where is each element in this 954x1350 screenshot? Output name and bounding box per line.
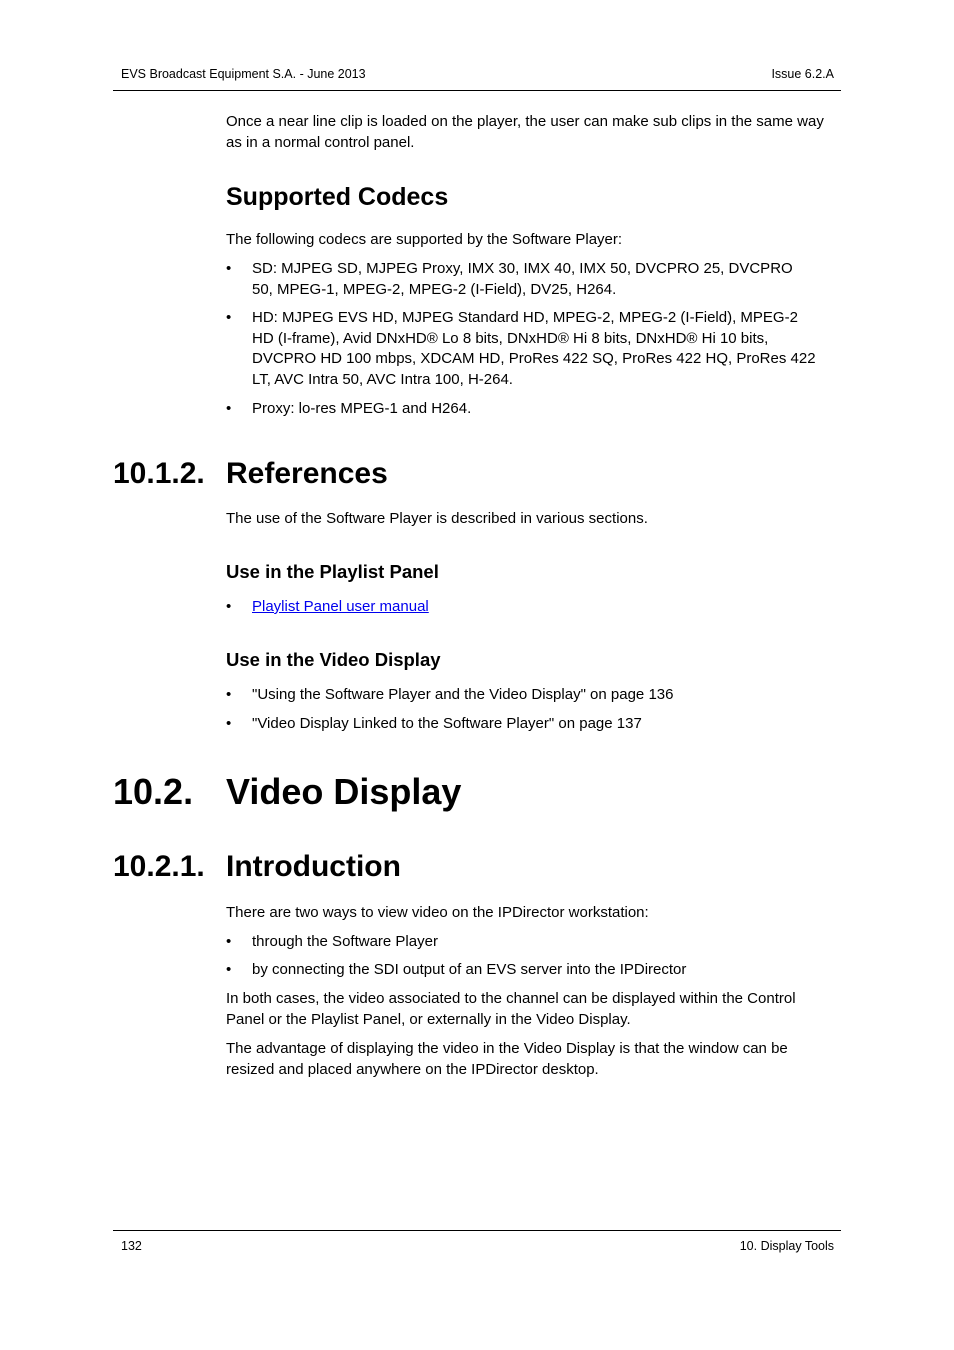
- references-lead: The use of the Software Player is described in various sections.: [226, 510, 648, 527]
- section-number-video-display: 10.2.: [113, 771, 194, 812]
- bullet-glyph: •: [226, 961, 232, 978]
- playlist-panel-manual-link[interactable]: Playlist Panel user manual: [252, 598, 429, 615]
- section-number-references: 10.1.2.: [113, 457, 205, 490]
- bullet-glyph: •: [226, 598, 232, 615]
- heading-video-display: Video Display: [226, 771, 462, 812]
- footer-chapter: 10. Display Tools: [739, 1239, 834, 1253]
- page-footer: [113, 1230, 841, 1253]
- intro-paragraph: Once a near line clip is loaded on the player, the user can make sub clips in the same way as in a normal control panel.: [226, 113, 824, 151]
- codecs-lead: The following codecs are supported by the Software Player:: [226, 231, 623, 248]
- bullet-glyph: •: [226, 933, 232, 950]
- heading-introduction: Introduction: [226, 850, 401, 883]
- bullet-glyph: •: [226, 715, 232, 732]
- header-publisher: EVS Broadcast Equipment S.A. - June 2013: [121, 67, 366, 81]
- introduction-lead: There are two ways to view video on the IPDirector workstation:: [226, 904, 649, 921]
- bullet-glyph: •: [226, 260, 232, 277]
- header-issue: Issue 6.2.A: [771, 67, 834, 81]
- bullet-glyph: •: [226, 309, 232, 326]
- introduction-paragraph-2: The advantage of displaying the video in the Video Display is that the window can be resized and placed anywhere on the IPDirector desktop.: [226, 1040, 788, 1078]
- introduction-paragraph-1: In both cases, the video associated to the channel can be displayed within the Control Panel or the Playlist Panel, or externally in the Video Display.: [226, 990, 796, 1028]
- bullet-glyph: •: [226, 686, 232, 703]
- page-header: [113, 64, 841, 91]
- heading-playlist-panel: Use in the Playlist Panel: [226, 561, 439, 582]
- bullet-glyph: •: [226, 400, 232, 417]
- heading-references: References: [226, 457, 388, 490]
- section-number-introduction: 10.2.1.: [113, 850, 205, 883]
- page-number: 132: [121, 1239, 142, 1253]
- heading-video-display-use: Use in the Video Display: [226, 649, 441, 670]
- heading-supported-codecs: Supported Codecs: [226, 183, 449, 211]
